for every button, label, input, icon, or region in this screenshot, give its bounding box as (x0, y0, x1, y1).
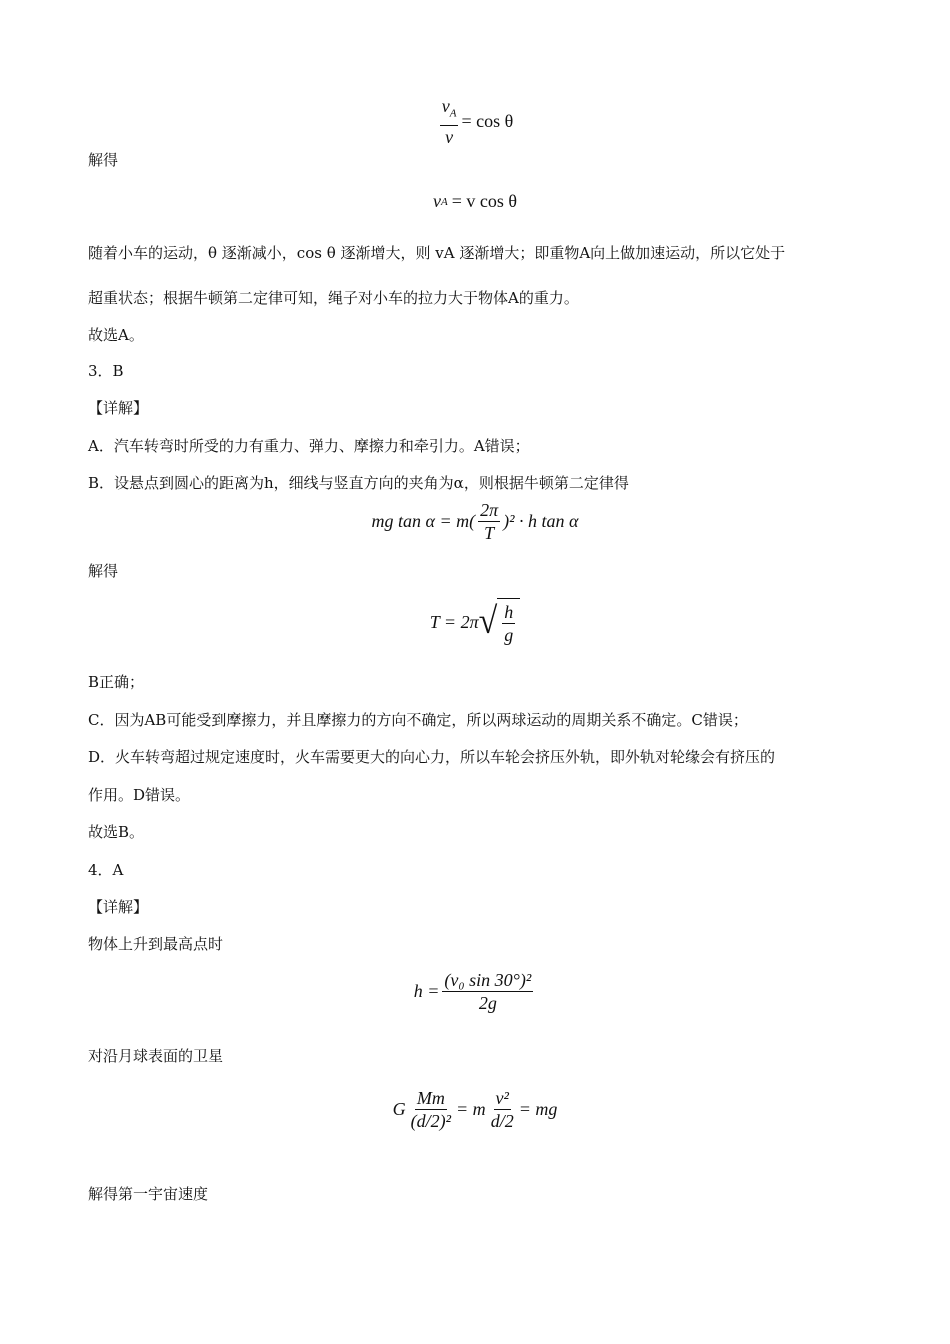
paragraph-line: D．火车转弯超过规定速度时，火车需要更大的向心力，所以车轮会挤压外轨，即外轨对轮缘会有挤压的 (88, 748, 776, 766)
equation-period (0, 598, 950, 646)
eq3-num: 2π (480, 500, 499, 520)
eq3-den: T (484, 523, 495, 543)
fraction (489, 1088, 516, 1131)
answer-line: 故选B。 (88, 823, 145, 841)
eq6-mid: = m (456, 1099, 486, 1119)
eq1-num-sub: A (449, 107, 457, 120)
eq4-left: T = 2π (429, 611, 479, 632)
fraction (440, 96, 459, 147)
eq1-den: v (445, 126, 454, 147)
equation-satellite (0, 1088, 950, 1131)
eq2-lhs-sub: A (440, 195, 448, 208)
eq6-num1: Mm (416, 1088, 445, 1108)
paragraph-line: 随着小车的运动，θ 逐渐减小，cos θ 逐渐增大，则 vA 逐渐增大；即重物A向上做加速运动，所以它处于 (88, 244, 786, 262)
eq3-right: )² · h tan α (503, 511, 579, 531)
paragraph-line: 作用。D错误。 (88, 786, 191, 804)
equation-max-height (0, 970, 950, 1013)
fraction (442, 970, 533, 1013)
text-jiede-1: 解得 (88, 151, 119, 169)
paragraph-line: 解得第一宇宙速度 (88, 1185, 209, 1203)
eq6-den2: d/2 (490, 1111, 514, 1131)
equation-newton-second-law (0, 500, 950, 543)
fraction (409, 1088, 453, 1131)
eq5-den: 2g (478, 993, 497, 1013)
section-tag: 【详解】 (88, 399, 149, 417)
text-jiede-2: 解得 (88, 562, 119, 580)
square-root: √ $\frac{h}{g}$ (479, 598, 521, 646)
paragraph-line: B正确； (88, 673, 145, 691)
eq1-num: v (441, 96, 450, 116)
paragraph-line: A．汽车转弯时所受的力有重力、弹力、摩擦力和牵引力。A错误； (88, 437, 530, 455)
question-number: 4．A (88, 861, 124, 879)
eq1-rhs: = cos θ (461, 110, 514, 131)
paragraph-line: 对沿月球表面的卫星 (88, 1047, 224, 1065)
answer-line: 故选A。 (88, 326, 144, 344)
equation-va-over-v (0, 96, 950, 147)
fraction (502, 602, 515, 645)
eq4-num: h (504, 602, 514, 622)
eq5-num: (v₀ sin 30°)² (444, 970, 532, 990)
question-number: 3．B (88, 362, 124, 380)
paragraph-line: B．设悬点到圆心的距离为h，细线与竖直方向的夹角为α，则根据牛顿第二定律得 (88, 474, 629, 492)
eq6-den1: (d/2)² (410, 1111, 452, 1131)
section-tag: 【详解】 (88, 898, 149, 916)
eq6-right: = mg (518, 1099, 558, 1119)
eq2-rhs: = v cos θ (451, 191, 517, 211)
eq2-lhs: v (432, 191, 441, 211)
paragraph-line: C．因为AB可能受到摩擦力，并且摩擦力的方向不确定，所以两球运动的周期关系不确定。C错误； (88, 711, 748, 729)
eq3-left: mg tan α = m( (371, 511, 476, 531)
fraction (478, 500, 500, 543)
eq5-left: h = (413, 981, 440, 1001)
equation-va (0, 191, 950, 212)
paragraph-line: 超重状态；根据牛顿第二定律可知，绳子对小车的拉力大于物体A的重力。 (88, 289, 579, 307)
eq6-num2: v² (495, 1088, 509, 1108)
paragraph-line: 物体上升到最高点时 (88, 935, 224, 953)
eq4-den: g (504, 625, 514, 645)
eq6-g: G (392, 1099, 406, 1119)
